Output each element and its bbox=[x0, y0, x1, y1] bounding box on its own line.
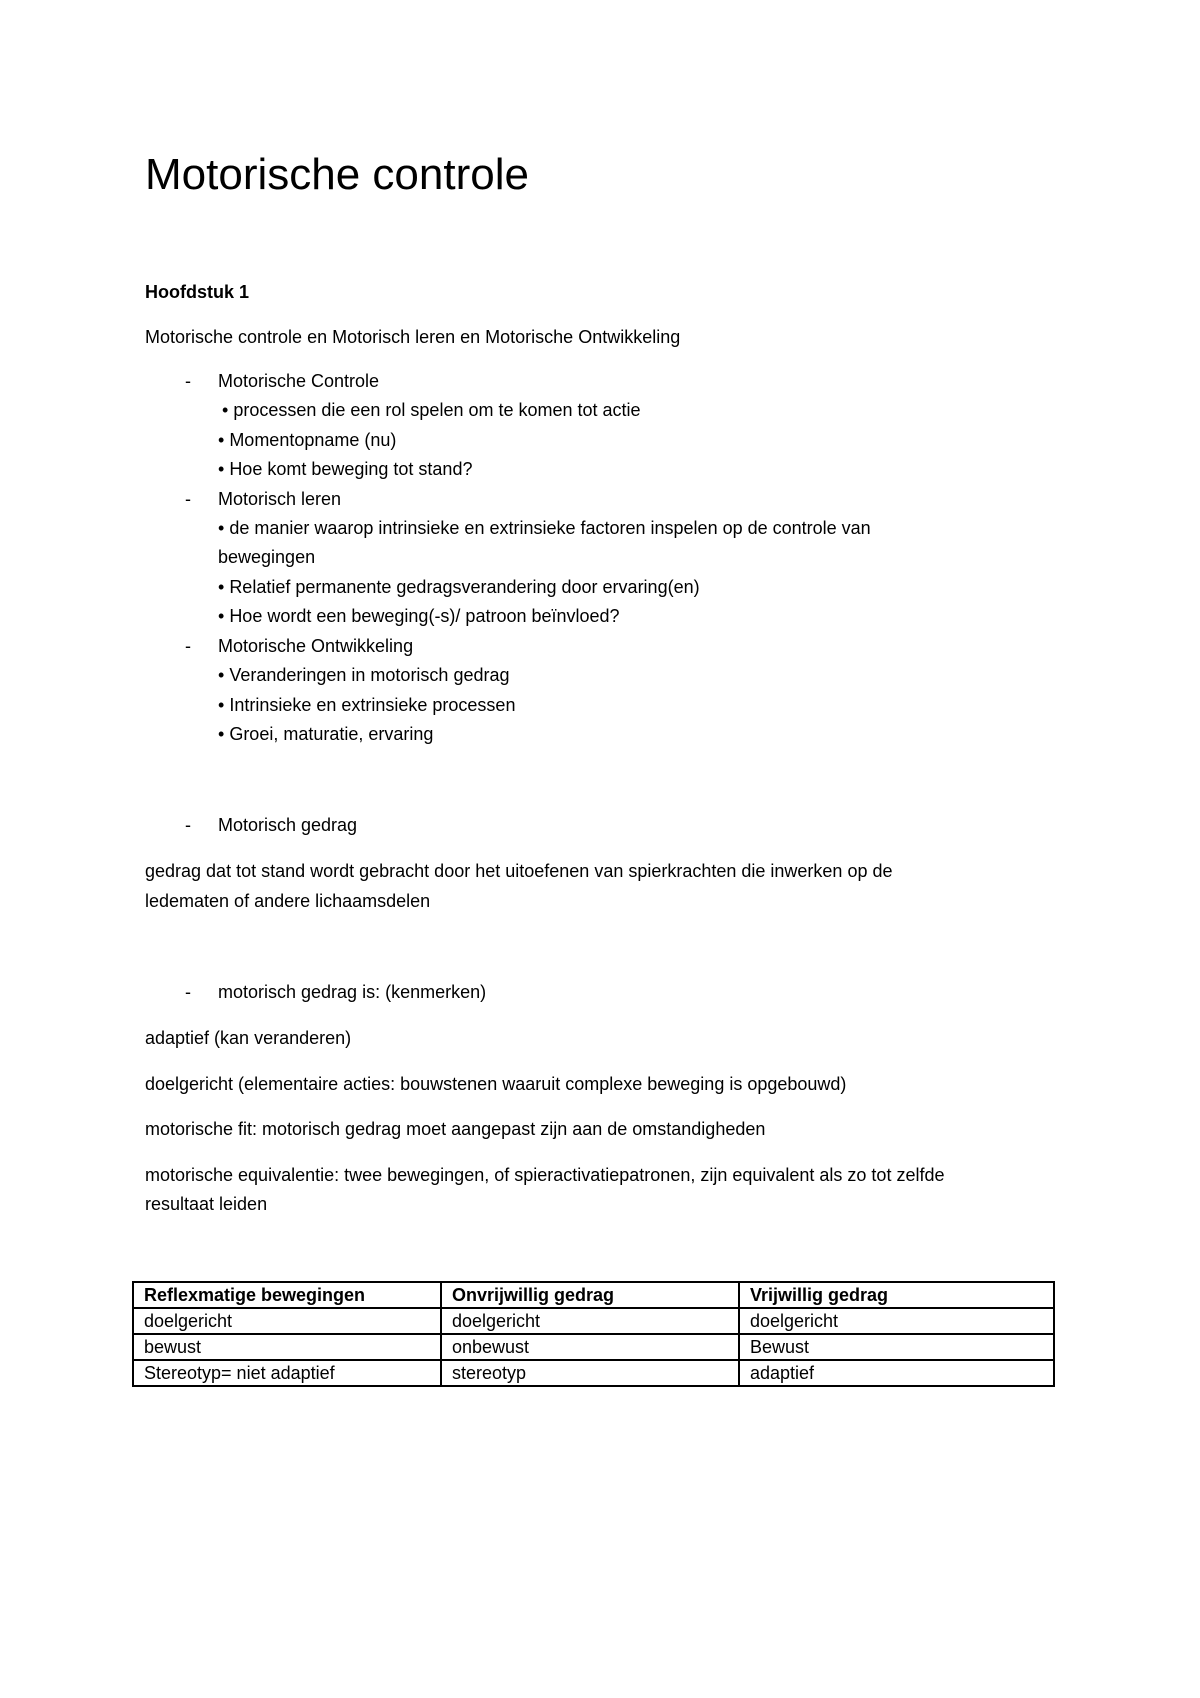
table-cell: bewust bbox=[133, 1334, 441, 1360]
table-cell: doelgericht bbox=[441, 1308, 739, 1334]
comparison-table bbox=[132, 1281, 1055, 1387]
kenmerk-line: resultaat leiden bbox=[145, 1194, 268, 1214]
bullet-item: • Veranderingen in motorisch gedrag bbox=[218, 664, 510, 686]
bullet-item: • Momentopname (nu) bbox=[218, 429, 396, 451]
dash-marker: - bbox=[185, 815, 191, 835]
bullet-item: • de manier waarop intrinsieke en extrinsieke factoren inspelen op de controle van bbox=[218, 517, 871, 539]
dash-marker: - bbox=[185, 636, 191, 656]
table-header-row bbox=[133, 1282, 1054, 1308]
table-cell: Stereotyp= niet adaptief bbox=[133, 1360, 441, 1386]
intro-line: Motorische controle en Motorisch leren en Motorische Ontwikkeling bbox=[145, 327, 681, 347]
table-header-cell: Reflexmatige bewegingen bbox=[133, 1282, 441, 1308]
section-heading-leren: Motorisch leren bbox=[218, 489, 342, 509]
table-header-cell: Vrijwillig gedrag bbox=[739, 1282, 1054, 1308]
table-header-cell: Onvrijwillig gedrag bbox=[441, 1282, 739, 1308]
table-row bbox=[133, 1308, 1054, 1334]
gedrag-text-line: gedrag dat tot stand wordt gebracht door het uitoefenen van spierkrachten die inwerken op de bbox=[145, 861, 893, 881]
document-title: Motorische controle bbox=[145, 150, 529, 199]
section-heading-controle: Motorische Controle bbox=[218, 371, 380, 391]
kenmerk-line: motorische equivalentie: twee bewegingen, of spieractivatiepatronen, zijn equivalent als zo tot zelfde bbox=[145, 1165, 945, 1185]
table-cell: stereotyp bbox=[441, 1360, 739, 1386]
bullet-item: • processen die een rol spelen om te komen tot actie bbox=[222, 399, 641, 421]
table-row bbox=[133, 1360, 1054, 1386]
section-heading-ontwikkeling: Motorische Ontwikkeling bbox=[218, 636, 414, 656]
gedrag-text-line: ledematen of andere lichaamsdelen bbox=[145, 891, 431, 911]
table-cell: doelgericht bbox=[739, 1308, 1054, 1334]
bullet-item: • Hoe komt beweging tot stand? bbox=[218, 458, 472, 480]
table-cell: adaptief bbox=[739, 1360, 1054, 1386]
chapter-heading: Hoofdstuk 1 bbox=[145, 282, 250, 302]
bullet-continuation: bewegingen bbox=[218, 547, 316, 567]
kenmerken-heading: motorisch gedrag is: (kenmerken) bbox=[218, 982, 487, 1002]
table-cell: doelgericht bbox=[133, 1308, 441, 1334]
kenmerk-line: doelgericht (elementaire acties: bouwstenen waaruit complexe beweging is opgebouwd) bbox=[145, 1074, 847, 1094]
table-cell: onbewust bbox=[441, 1334, 739, 1360]
dash-marker: - bbox=[185, 489, 191, 509]
bullet-item: • Relatief permanente gedragsverandering door ervaring(en) bbox=[218, 576, 700, 598]
table-row bbox=[133, 1334, 1054, 1360]
dash-marker: - bbox=[185, 982, 191, 1002]
bullet-item: • Groei, maturatie, ervaring bbox=[218, 723, 433, 745]
dash-marker: - bbox=[185, 371, 191, 391]
gedrag-heading: Motorisch gedrag bbox=[218, 815, 358, 835]
table-cell: Bewust bbox=[739, 1334, 1054, 1360]
bullet-item: • Hoe wordt een beweging(-s)/ patroon beïnvloed? bbox=[218, 605, 620, 627]
kenmerk-line: adaptief (kan veranderen) bbox=[145, 1028, 352, 1048]
kenmerk-line: motorische fit: motorisch gedrag moet aangepast zijn aan de omstandigheden bbox=[145, 1119, 766, 1139]
bullet-item: • Intrinsieke en extrinsieke processen bbox=[218, 694, 515, 716]
